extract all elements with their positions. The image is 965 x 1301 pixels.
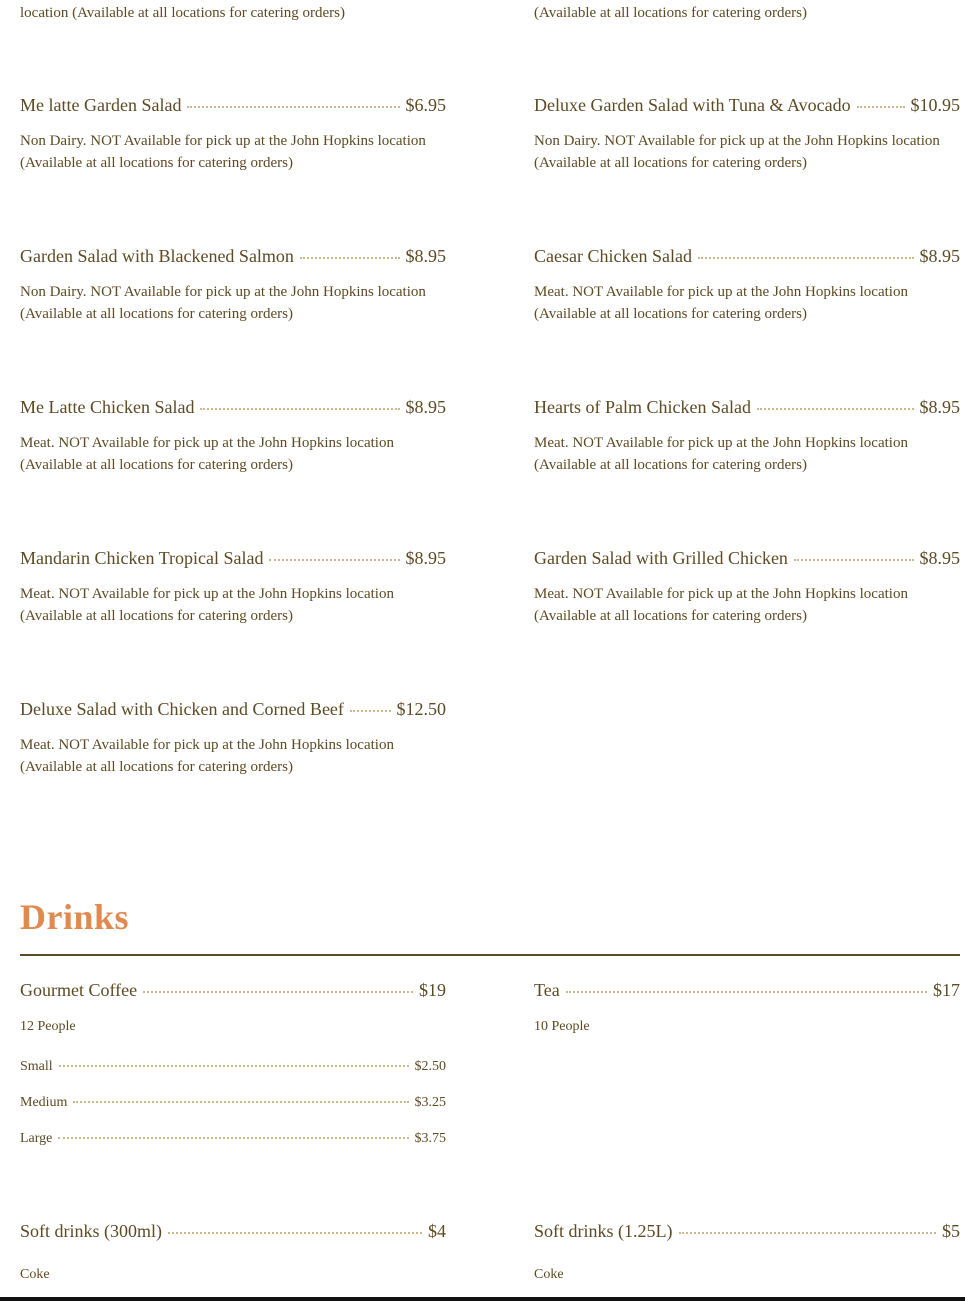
size-price: $3.25 (414, 1095, 446, 1110)
menu-item (20, 94, 446, 174)
menu-item (20, 245, 446, 325)
section-divider (20, 954, 960, 956)
dot-leader (200, 408, 399, 410)
dot-leader (73, 1101, 408, 1103)
menu-item (20, 547, 446, 627)
item-description: Meat. NOT Available for pick up at the John Hopkins location (Available at all locations for catering orders) (534, 284, 908, 322)
dot-leader (679, 1232, 937, 1234)
item-price: $8.95 (405, 548, 446, 568)
menu-item-coffee (20, 979, 446, 1148)
item-price: $12.50 (396, 699, 446, 719)
menu-item (20, 396, 446, 476)
item-note: Coke (534, 1267, 564, 1282)
size-option (20, 1094, 446, 1112)
size-option (20, 1130, 446, 1148)
item-note: 10 People (534, 1019, 590, 1034)
bottom-edge-bar (0, 1297, 965, 1301)
item-name: Me latte Garden Salad (20, 95, 182, 115)
dot-leader (794, 559, 914, 561)
item-note: 12 People (20, 1019, 76, 1034)
item-description-partial: location (Available at all locations for catering orders) (20, 5, 346, 21)
dot-leader (698, 257, 914, 259)
dot-leader (757, 408, 914, 410)
item-description: Meat. NOT Available for pick up at the John Hopkins location (Available at all locations for catering orders) (20, 435, 394, 473)
item-price: $5 (942, 1221, 960, 1241)
item-price: $8.95 (919, 397, 960, 417)
item-name: Deluxe Garden Salad with Tuna & Avocado (534, 95, 851, 115)
dot-leader (857, 106, 905, 108)
menu-item-tea (534, 979, 960, 1036)
item-description: Meat. NOT Available for pick up at the John Hopkins location (Available at all locations for catering orders) (534, 586, 908, 624)
item-name: Me Latte Chicken Salad (20, 397, 195, 417)
size-label: Small (20, 1059, 53, 1074)
item-price: $17 (933, 980, 960, 1000)
item-description: Meat. NOT Available for pick up at the John Hopkins location (Available at all locations for catering orders) (20, 586, 394, 624)
item-name: Caesar Chicken Salad (534, 246, 692, 266)
dot-leader (59, 1065, 409, 1067)
item-name: Soft drinks (1.25L) (534, 1221, 673, 1241)
dot-leader (168, 1232, 422, 1234)
item-price: $8.95 (405, 397, 446, 417)
item-price: $8.95 (919, 246, 960, 266)
item-name: Deluxe Salad with Chicken and Corned Beef (20, 699, 344, 719)
menu-item-soft-drinks-large (534, 1220, 960, 1284)
item-price: $19 (419, 980, 446, 1000)
item-name: Mandarin Chicken Tropical Salad (20, 548, 264, 568)
dot-leader (143, 991, 413, 993)
item-price: $8.95 (405, 246, 446, 266)
dot-leader (566, 991, 927, 993)
item-price: $10.95 (910, 95, 960, 115)
item-description: Non Dairy. NOT Available for pick up at the John Hopkins location (Available at all locations for catering orders) (534, 133, 940, 171)
size-option (20, 1058, 446, 1076)
dot-leader (350, 710, 391, 712)
item-name: Soft drinks (300ml) (20, 1221, 162, 1241)
item-description: Non Dairy. NOT Available for pick up at the John Hopkins location (Available at all locations for catering orders) (20, 284, 426, 322)
size-price: $2.50 (414, 1059, 446, 1074)
menu-item-soft-drinks-small (20, 1220, 446, 1284)
item-price: $8.95 (919, 548, 960, 568)
menu-item (534, 396, 960, 476)
size-price: $3.75 (414, 1131, 446, 1146)
size-label: Large (20, 1131, 53, 1146)
item-description: Meat. NOT Available for pick up at the John Hopkins location (Available at all locations for catering orders) (534, 435, 908, 473)
item-name: Gourmet Coffee (20, 980, 138, 1000)
size-label: Medium (20, 1095, 68, 1110)
dot-leader (269, 559, 399, 561)
menu-item (534, 547, 960, 627)
dot-leader (58, 1137, 408, 1139)
dot-leader (300, 257, 400, 259)
menu-item (534, 245, 960, 325)
section-title-drinks: Drinks (20, 897, 130, 937)
item-description: Meat. NOT Available for pick up at the John Hopkins location (Available at all locations for catering orders) (20, 737, 394, 775)
item-name: Hearts of Palm Chicken Salad (534, 397, 751, 417)
item-price: $6.95 (405, 95, 446, 115)
item-name: Garden Salad with Grilled Chicken (534, 548, 788, 568)
item-description-partial: (Available at all locations for catering orders) (534, 5, 807, 21)
item-description: Non Dairy. NOT Available for pick up at the John Hopkins location (Available at all locations for catering orders) (20, 133, 426, 171)
menu-item (534, 94, 960, 174)
item-note: Coke (20, 1267, 50, 1282)
dot-leader (187, 106, 399, 108)
item-name: Garden Salad with Blackened Salmon (20, 246, 294, 266)
item-name: Tea (534, 980, 560, 1000)
menu-item (20, 698, 446, 778)
item-price: $4 (428, 1221, 446, 1241)
